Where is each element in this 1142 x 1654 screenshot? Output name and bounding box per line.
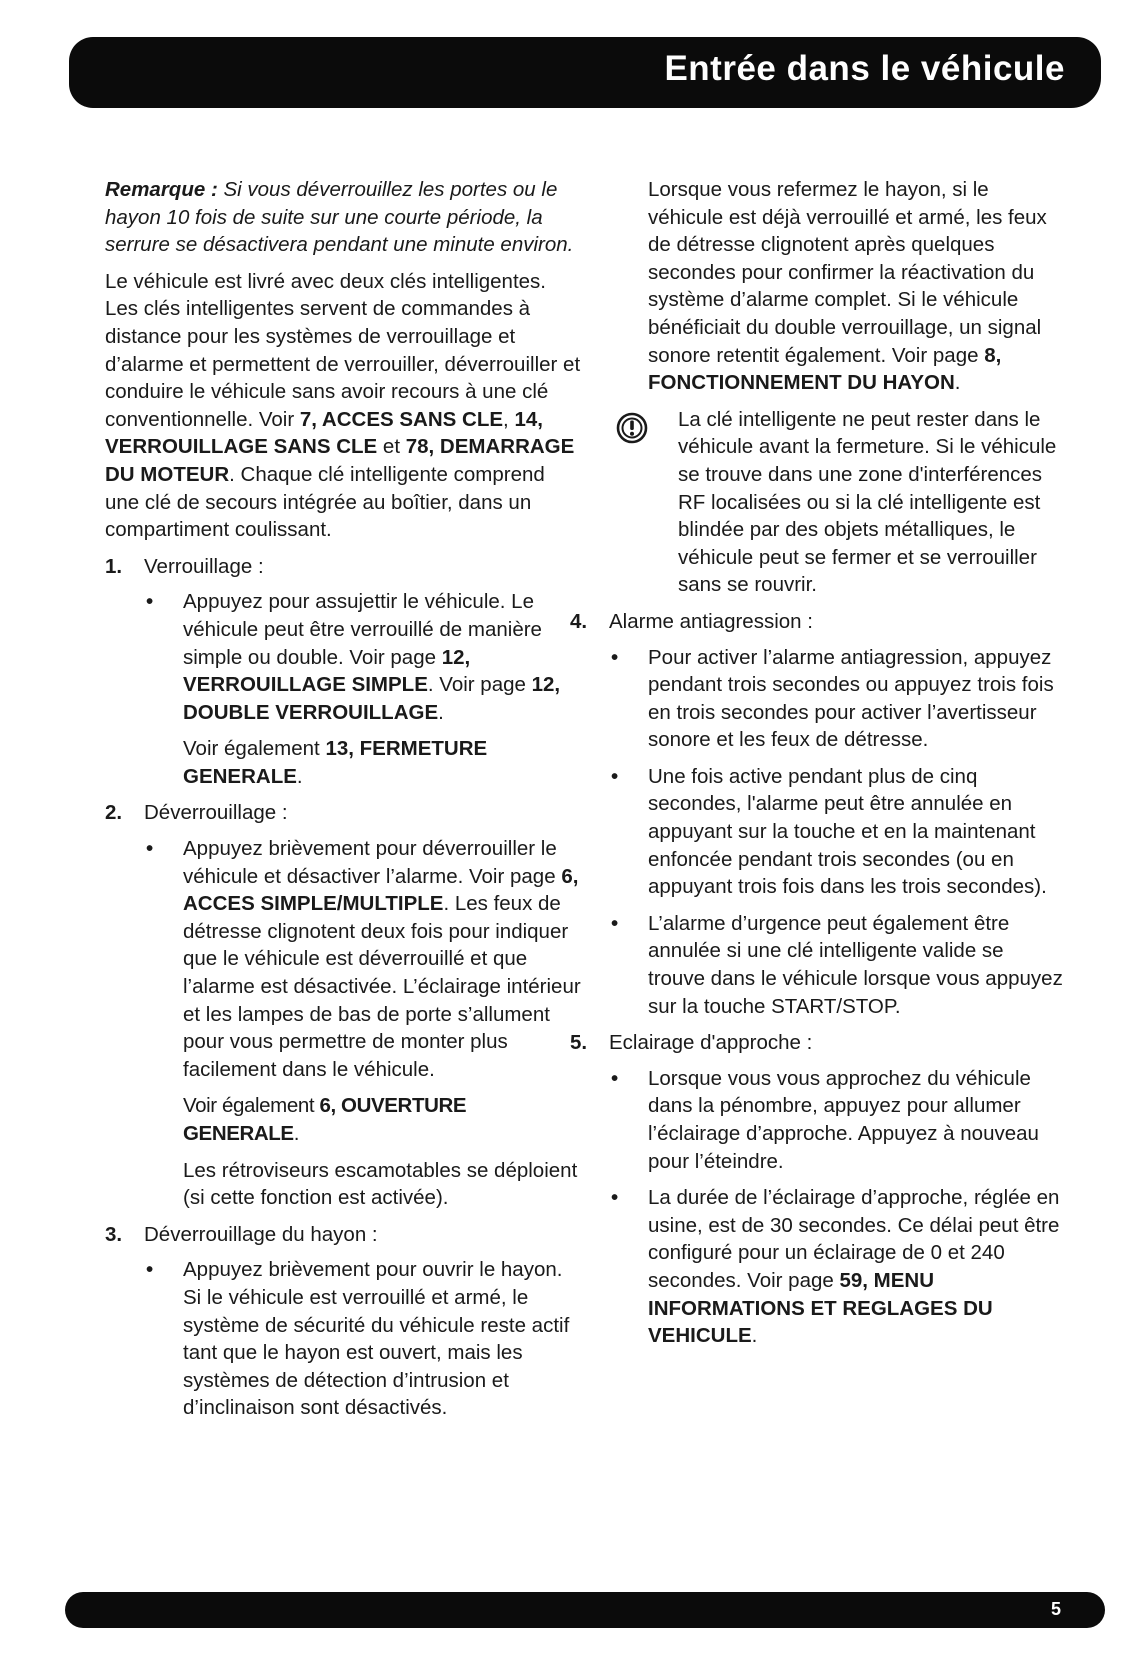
intro-text: . Chaque clé intelligente comprend une clé de secours intégrée au boîtier, dans un compartiment coulissant. bbox=[105, 462, 545, 542]
bullet-text: L’alarme d’urgence peut également être annulée si une clé intelligente valide se trouve dans le véhicule lorsque vous appuyez sur la touche START/STOP. bbox=[648, 911, 1063, 1018]
bullet-item bbox=[105, 588, 583, 726]
bullet-text: Une fois active pendant plus de cinq secondes, l'alarme peut être annulée en appuyant sur la touche et en la maintenant enfoncée pendant trois secondes (ou en appuyant trois fois dans les trois secondes). bbox=[648, 764, 1047, 899]
item-number: 2. bbox=[105, 801, 123, 825]
item-label: Verrouillage : bbox=[144, 554, 264, 578]
warning-notice bbox=[570, 406, 1066, 599]
bullet-item bbox=[570, 763, 1066, 901]
bullet-icon: • bbox=[146, 837, 154, 861]
intro-text: Le véhicule est livré avec deux clés intelligentes. Les clés intelligentes servent de commandes à distance pour les systèmes de verrouillage et d’alarme et permettent de verrouiller, déverrouiller et conduire le véhicule sans avoir recours à une clé conventionnelle. Voir bbox=[105, 269, 581, 431]
paragraph-text: . bbox=[954, 371, 961, 395]
cross-ref-link[interactable]: 12, VERROUILLAGE SIMPLE bbox=[183, 645, 471, 697]
warning-icon bbox=[616, 412, 648, 444]
item-label: Déverrouillage du hayon : bbox=[144, 1222, 378, 1246]
page-number: 5 bbox=[1050, 1599, 1061, 1619]
bullet-item bbox=[105, 835, 583, 1083]
cross-ref-link[interactable]: 14, VERROUILLAGE SANS CLE bbox=[105, 407, 543, 459]
remark bbox=[105, 176, 583, 259]
see-also-text: . bbox=[293, 1122, 299, 1145]
bullet-text: . Voir page bbox=[427, 673, 532, 697]
bullet-text: Lorsque vous vous approchez du véhicule dans la pénombre, appuyez pour allumer l’éclairage d’approche. Appuyez à nouveau pour l’éteindre. bbox=[648, 1066, 1039, 1173]
bullet-icon: • bbox=[611, 1186, 619, 1210]
item-number: 4. bbox=[570, 609, 588, 633]
cross-ref-link[interactable]: 7, ACCES SANS CLE bbox=[299, 407, 504, 431]
bullet-text: La durée de l’éclairage d’approche, réglée en usine, est de 30 secondes. Ce délai peut être configuré pour un éclairage de 0 et 240 secondes. Voir page bbox=[648, 1186, 1060, 1292]
item-label: Alarme antiagression : bbox=[609, 609, 813, 633]
tailgate-close-paragraph bbox=[570, 176, 1066, 397]
see-also-text: . bbox=[296, 764, 303, 788]
list-item-tailgate bbox=[105, 1221, 583, 1249]
bullet-icon: • bbox=[146, 590, 154, 614]
bullet-text: . bbox=[438, 700, 444, 724]
mirrors-note: Les rétroviseurs escamotables se déploient (si cette fonction est activée). bbox=[183, 1158, 578, 1210]
cross-ref-link[interactable]: 6, OUVERTURE GENERALE bbox=[183, 1094, 467, 1145]
bullet-text: Pour activer l’alarme antiagression, appuyez pendant trois secondes ou appuyez trois fois en trois secondes pour activer l’avertisseur sonore et les feux de détresse. bbox=[648, 645, 1054, 752]
cross-ref-link[interactable]: 12, DOUBLE VERROUILLAGE bbox=[183, 673, 561, 724]
paragraph-text: Lorsque vous refermez le hayon, si le véhicule est déjà verrouillé et armé, les feux de détresse clignotent après quelques secondes pour confirmer la réactivation du système d’alarme complet. Si le véhicule bénéficiait du double verrouillage, un signal sonore retentit également. Voir page bbox=[648, 178, 1047, 367]
see-also bbox=[105, 735, 583, 790]
bullet-icon: • bbox=[146, 1258, 154, 1282]
item-number: 1. bbox=[105, 554, 123, 578]
header-bar bbox=[69, 37, 1101, 108]
bullet-text: Appuyez brièvement pour déverrouiller le véhicule et désactiver l’alarme. Voir page bbox=[183, 837, 562, 888]
see-also-text: Voir également bbox=[183, 737, 326, 761]
warning-text: La clé intelligente ne peut rester dans le véhicule avant la fermeture. Si le véhicule se trouve dans une zone d'interférences RF localisées ou si la clé intelligente est blindée par des objets métalliques, le véhicule peut se fermer et se verrouiller sans se rouvrir. bbox=[678, 407, 1057, 597]
intro-text: et bbox=[377, 435, 406, 459]
intro-paragraph bbox=[105, 268, 583, 544]
cross-ref-link[interactable]: 13, FERMETURE GENERALE bbox=[183, 737, 488, 788]
bullet-text: . bbox=[751, 1324, 758, 1348]
bullet-item bbox=[570, 644, 1066, 754]
list-item-unlocking bbox=[105, 799, 583, 827]
bullet-text: . Les feux de détresse clignotent deux fois pour indiquer que le véhicule est déverrouillé et que l’alarme est désactivée. L’éclairage intérieur et les lampes de bas de porte s’allument pour vous permettre de monter plus facilement dans le véhicule. bbox=[183, 892, 581, 1081]
list-item-panic-alarm bbox=[570, 608, 1066, 636]
list-item-locking bbox=[105, 553, 583, 581]
bullet-item bbox=[570, 1184, 1066, 1350]
bullet-text: Appuyez pour assujettir le véhicule. Le véhicule peut être verrouillé de manière simple ou double. Voir page bbox=[183, 590, 542, 669]
remark-text: Si vous déverrouillez les portes ou le hayon 10 fois de suite sur une courte période, la serrure se désactivera pendant une minute environ. bbox=[105, 178, 574, 257]
bullet-icon: • bbox=[611, 764, 619, 788]
right-column bbox=[570, 176, 1066, 1359]
footer-bar bbox=[65, 1592, 1105, 1628]
item-number: 3. bbox=[105, 1222, 123, 1246]
item-number: 5. bbox=[570, 1031, 588, 1055]
bullet-icon: • bbox=[611, 645, 619, 669]
cross-ref-link[interactable]: 59, MENU INFORMATIONS ET REGLAGES DU VEHICULE bbox=[648, 1268, 993, 1348]
left-column bbox=[105, 176, 583, 1431]
bullet-item bbox=[570, 910, 1066, 1020]
page-title: Entrée dans le véhicule bbox=[664, 49, 1065, 88]
see-also-text: Voir également bbox=[183, 1094, 320, 1118]
bullet-text: Appuyez brièvement pour ouvrir le hayon. Si le véhicule est verrouillé et armé, le système de sécurité du véhicule reste actif tant que le hayon est ouvert, mais les systèmes de détection d’intrusion et d’inclinaison sont désactivés. bbox=[183, 1258, 570, 1420]
cross-ref-link[interactable]: 6, ACCES SIMPLE/MULTIPLE bbox=[183, 864, 579, 916]
cross-ref-link[interactable]: 78, DEMARRAGE DU MOTEUR bbox=[105, 435, 575, 486]
bullet-icon: • bbox=[611, 1066, 619, 1090]
item-label: Eclairage d'approche : bbox=[609, 1031, 813, 1055]
cross-ref-link[interactable]: 8, FONCTIONNEMENT DU HAYON bbox=[648, 343, 1002, 395]
item-label: Déverrouillage : bbox=[144, 801, 288, 825]
bullet-item bbox=[570, 1065, 1066, 1175]
see-also bbox=[105, 1092, 583, 1147]
bullet-item bbox=[105, 1256, 583, 1422]
remark-label: Remarque : bbox=[105, 178, 218, 201]
intro-text: , bbox=[503, 407, 515, 431]
list-item-approach-lighting bbox=[570, 1029, 1066, 1057]
bullet-icon: • bbox=[611, 911, 619, 935]
